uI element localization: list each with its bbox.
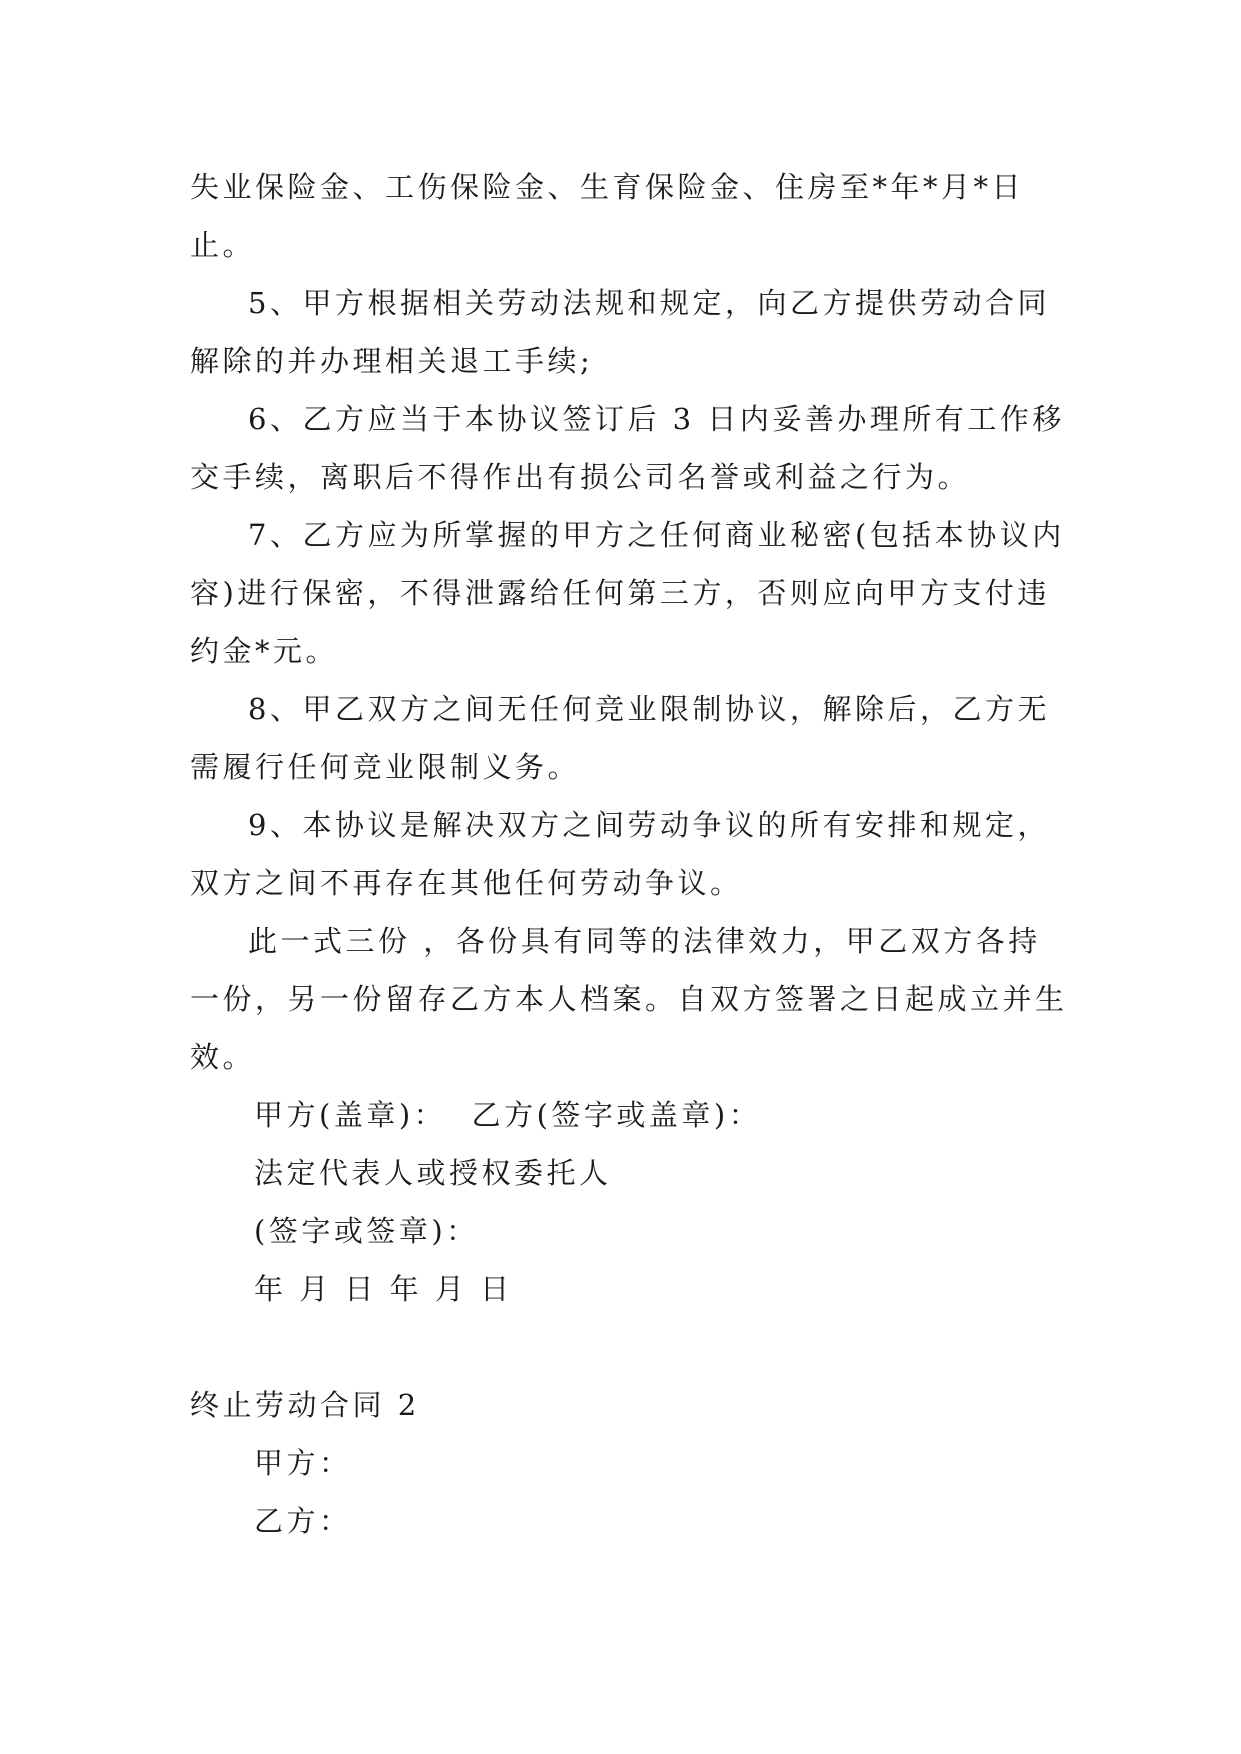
signature-date-line: 年 月 日 年 月 日	[254, 1272, 513, 1306]
copies-clause: 此一式三份 ，各份具有同等的法律效力，甲乙双方各持一份，另一份留存乙方本人档案。自双方签署之日起成立并生效。	[190, 924, 1068, 1074]
clause-8: 8、甲乙双方之间无任何竞业限制协议，解除后，乙方无需履行任何竞业限制义务。	[190, 692, 1050, 784]
section-2-party-b: 乙方：	[254, 1504, 352, 1538]
clause-5: 5、甲方根据相关劳动法规和规定，向乙方提供劳动合同解除的并办理相关退工手续;	[190, 286, 1050, 378]
clause-7: 7、乙方应为所掌握的甲方之任何商业秘密(包括本协议内容)进行保密，不得泄露给任何第三方，否则应向甲方支付违约金*元。	[190, 518, 1065, 668]
signature-representative: 法定代表人或授权委托人	[254, 1156, 612, 1190]
signature-note: (签字或签章)：	[254, 1214, 479, 1248]
document-body	[190, 158, 1070, 1550]
section-2-title: 终止劳动合同 2	[190, 1388, 420, 1422]
paragraph-continuation: 失业保险金、工伤保险金、生育保险金、住房至*年*月*日止。	[190, 170, 1025, 262]
clause-6: 6、乙方应当于本协议签订后 3 日内妥善办理所有工作移交手续，离职后不得作出有损公司名誉或利益之行为。	[190, 402, 1065, 494]
signature-parties: 甲方(盖章)： 乙方(签字或盖章)：	[254, 1098, 762, 1132]
section-2-party-a: 甲方：	[254, 1446, 352, 1480]
clause-9: 9、本协议是解决双方之间劳动争议的所有安排和规定，双方之间不再存在其他任何劳动争议。	[190, 808, 1050, 900]
